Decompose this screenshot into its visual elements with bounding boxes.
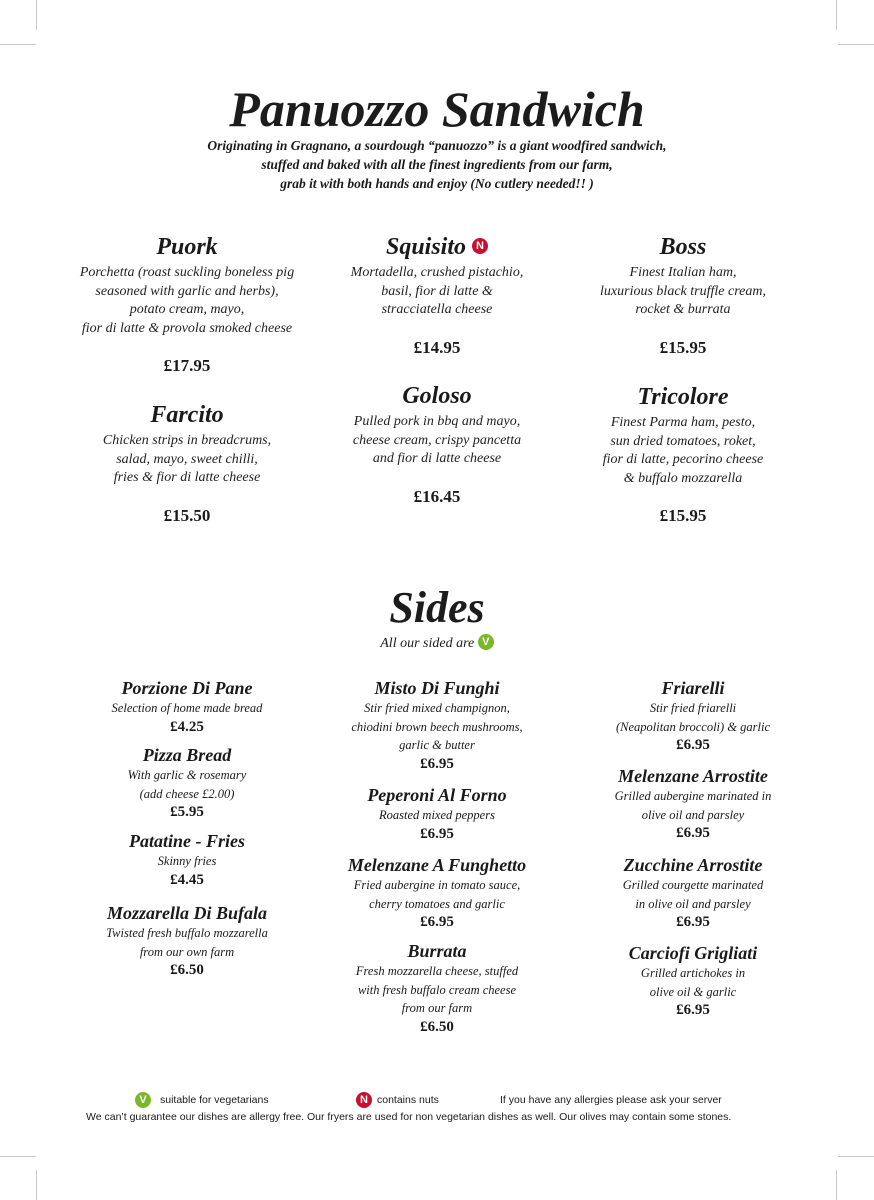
side-name: Mozzarella Di Bufala [106, 903, 268, 923]
side-price: £5.95 [170, 804, 204, 820]
desc-line: from our farm [401, 1001, 473, 1015]
intro-line: Originating in Gragnano, a sourdough “panuozzo” is a giant woodfired sandwich, [207, 138, 667, 153]
desc-line: in olive oil and parsley [635, 896, 751, 911]
side-description [42, 766, 332, 803]
nuts-legend: contains nuts [377, 1094, 439, 1106]
item-price: £17.95 [163, 356, 211, 375]
side-price: £6.95 [676, 1002, 710, 1018]
side-price: £6.50 [420, 1018, 454, 1035]
side-item [548, 943, 838, 1019]
side-item [292, 785, 582, 843]
side-description [292, 962, 582, 1018]
side-description [42, 852, 332, 871]
side-name: Pizza Bread [142, 745, 232, 765]
desc-line: from our own farm [139, 944, 235, 959]
side-price: £6.95 [676, 825, 710, 841]
side-name: Friarelli [661, 678, 725, 698]
item-name: Tricolore [637, 384, 729, 410]
side-item [548, 678, 838, 754]
item-price: £15.50 [163, 505, 211, 525]
side-name: Zucchine Arrostite [623, 855, 763, 875]
side-item [42, 831, 332, 889]
side-price: £6.95 [420, 914, 454, 930]
allergy-disclaimer: We can’t guarantee our dishes are allergy free. Our fryers are used for non vegetarian dishes as well. Our olives may contain some stones. [86, 1111, 732, 1123]
crop-mark [836, 1170, 837, 1200]
item-name: Boss [659, 234, 707, 260]
desc-line: fries & fior di latte cheese [113, 470, 261, 485]
desc-line: salad, mayo, sweet chilli, [116, 451, 258, 467]
item-name: Puork [156, 234, 218, 260]
menu-item-tricolore [538, 383, 828, 526]
intro-line: grab it with both hands and enjoy (No cutlery needed!! ) [280, 176, 594, 191]
desc-line: Skinny fries [157, 854, 217, 868]
menu-item-puork [42, 233, 332, 376]
side-item [548, 855, 838, 931]
side-name: Melenzane A Funghetto [347, 855, 527, 875]
crop-mark [838, 1156, 874, 1157]
side-description [292, 806, 582, 825]
crop-mark [838, 44, 874, 45]
side-description [292, 876, 582, 913]
desc-line: cheese cream, crispy pancetta [352, 432, 522, 448]
item-description [42, 432, 332, 488]
side-name: Patatine - Fries [129, 831, 245, 851]
vegetarian-icon: V [478, 634, 494, 650]
menu-item-farcito [42, 401, 332, 526]
intro-line: stuffed and baked with all the finest ingredients from our farm, [261, 157, 613, 172]
side-item [42, 745, 332, 821]
side-price: £6.95 [420, 825, 454, 842]
item-description [538, 414, 828, 488]
sides-note-text: All our sided are [380, 636, 475, 652]
desc-line: fior di latte, pecorino cheese [602, 452, 764, 467]
item-description [42, 264, 332, 338]
sides-note [0, 636, 874, 652]
desc-line: Pulled pork in bbq and mayo, [353, 414, 521, 429]
side-price: £6.50 [170, 962, 204, 978]
vegetarian-icon: V [135, 1092, 151, 1108]
desc-line: Grilled aubergine marinated in [614, 789, 772, 803]
desc-line: Finest Parma ham, pesto, [610, 415, 756, 430]
side-price: £6.95 [420, 755, 454, 772]
side-item [42, 678, 332, 736]
item-price: £14.95 [413, 337, 461, 357]
item-name: Squisito [385, 234, 467, 260]
desc-line: Stir fried friarelli [649, 701, 737, 715]
side-item [292, 941, 582, 1036]
desc-line: Fresh mozzarella cheese, stuffed [355, 964, 519, 978]
side-item [292, 855, 582, 931]
desc-line: With garlic & rosemary [127, 768, 247, 782]
desc-line: Finest Italian ham, [629, 265, 737, 280]
desc-line: seasoned with garlic and herbs), [95, 283, 279, 299]
side-name: Peperoni Al Forno [367, 785, 507, 805]
desc-line: fior di latte & provola smoked cheese [81, 320, 293, 336]
crop-mark [36, 1170, 37, 1200]
desc-line: & buffalo mozzarella [623, 470, 743, 486]
item-name: Farcito [150, 402, 224, 428]
side-price: £4.45 [170, 871, 204, 888]
desc-line: basil, fior di latte & [381, 283, 493, 299]
desc-line: Chicken strips in breadcrums, [102, 433, 272, 448]
crop-mark [0, 1156, 36, 1157]
item-name: Goloso [402, 383, 472, 409]
side-description [548, 876, 838, 913]
side-description [292, 699, 582, 755]
desc-line: olive oil and parsley [641, 807, 745, 822]
side-name: Carciofi Grigliati [628, 943, 758, 963]
side-name: Burrata [407, 941, 467, 961]
desc-line: Grilled courgette marinated [622, 878, 764, 892]
item-price: £16.45 [413, 486, 461, 506]
desc-line: Roasted mixed peppers [379, 808, 495, 822]
intro-text [0, 136, 874, 193]
side-price: £4.25 [170, 718, 204, 735]
desc-line: Grilled artichokes in [640, 966, 746, 980]
crop-mark [836, 0, 837, 30]
item-description [538, 264, 828, 320]
side-description [548, 964, 838, 1001]
side-item [548, 766, 838, 842]
desc-line: olive oil & garlic [649, 984, 737, 999]
sides-title: Sides [389, 583, 485, 632]
side-item [42, 903, 332, 979]
side-price: £6.95 [676, 737, 710, 753]
desc-line: Selection of home made bread [111, 701, 263, 715]
allergy-note: If you have any allergies please ask your server [500, 1094, 722, 1106]
item-price: £15.95 [659, 337, 707, 357]
desc-line: Stir fried mixed champignon, [364, 701, 510, 715]
desc-line: (Neapolitan broccoli) & garlic [615, 719, 771, 734]
desc-line: Mortadella, crushed pistachio, [350, 265, 524, 280]
desc-line: with fresh buffalo cream cheese [357, 982, 517, 997]
side-name: Misto Di Funghi [374, 678, 500, 698]
desc-line: stracciatella cheese [381, 302, 493, 317]
side-description [42, 699, 332, 718]
crop-mark [0, 44, 36, 45]
menu-item-boss [538, 233, 828, 358]
desc-line: potato cream, mayo, [129, 302, 245, 317]
desc-line: and fior di latte cheese [372, 451, 502, 466]
desc-line: luxurious black truffle cream, [600, 283, 766, 299]
side-description [548, 699, 838, 736]
desc-line: sun dried tomatoes, roket, [610, 433, 756, 449]
desc-line: Porchetta (roast suckling boneless pig [79, 265, 295, 280]
crop-mark [36, 0, 37, 30]
desc-line: Twisted fresh buffalo mozzarella [106, 926, 268, 940]
nuts-icon: N [356, 1092, 372, 1108]
nuts-icon: N [472, 238, 488, 254]
item-price: £15.95 [659, 506, 707, 525]
desc-line: garlic & butter [399, 738, 475, 752]
desc-line: (add cheese £2.00) [139, 786, 235, 801]
side-price: £6.95 [676, 914, 710, 930]
desc-line: rocket & burrata [635, 302, 731, 317]
side-name: Porzione Di Pane [121, 678, 253, 698]
side-description [548, 787, 838, 824]
side-item [292, 678, 582, 773]
side-name: Melenzane Arrostite [618, 766, 768, 786]
page-title: Panuozzo Sandwich [229, 81, 645, 137]
side-description [42, 924, 332, 961]
desc-line: chiodini brown beech mushrooms, [351, 719, 523, 734]
desc-line: Fried aubergine in tomato sauce, [353, 878, 521, 892]
desc-line: cherry tomatoes and garlic [369, 896, 505, 911]
vegetarian-legend: suitable for vegetarians [160, 1094, 269, 1106]
